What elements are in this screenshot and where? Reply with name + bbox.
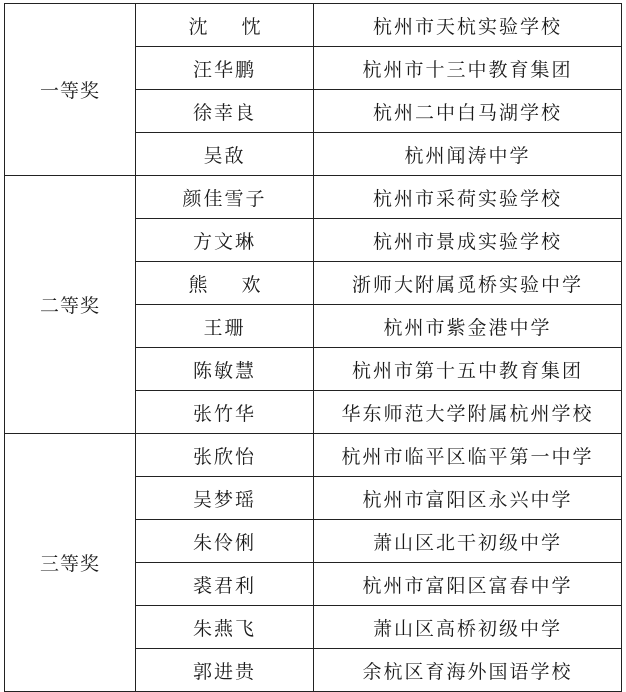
award-table — [4, 3, 622, 692]
table-row — [5, 176, 622, 219]
winner-school: 萧山区高桥初级中学 — [314, 606, 622, 649]
winner-school: 杭州市紫金港中学 — [314, 305, 622, 348]
winner-name: 朱燕飞 — [136, 606, 314, 649]
winner-school: 杭州市十三中教育集团 — [314, 47, 622, 90]
winner-school: 华东师范大学附属杭州学校 — [314, 391, 622, 434]
winner-school: 杭州市富阳区永兴中学 — [314, 477, 622, 520]
winner-school: 萧山区北干初级中学 — [314, 520, 622, 563]
winner-name: 裘君利 — [136, 563, 314, 606]
award-level-first: 一等奖 — [5, 4, 136, 176]
winner-name: 吴敌 — [136, 133, 314, 176]
winner-name: 方文琳 — [136, 219, 314, 262]
winner-school: 杭州市富阳区富春中学 — [314, 563, 622, 606]
table-row — [5, 4, 622, 47]
winner-name: 郭进贵 — [136, 649, 314, 692]
winner-school: 浙师大附属觅桥实验中学 — [314, 262, 622, 305]
winner-name: 张欣怡 — [136, 434, 314, 477]
award-level-third: 三等奖 — [5, 434, 136, 692]
award-level-second: 二等奖 — [5, 176, 136, 434]
winner-name: 熊 欢 — [136, 262, 314, 305]
winner-school: 杭州市天杭实验学校 — [314, 4, 622, 47]
winner-name: 颜佳雪子 — [136, 176, 314, 219]
winner-name: 徐幸良 — [136, 90, 314, 133]
winner-name: 陈敏慧 — [136, 348, 314, 391]
table-row — [5, 434, 622, 477]
winner-school: 杭州市第十五中教育集团 — [314, 348, 622, 391]
winner-school: 杭州闻涛中学 — [314, 133, 622, 176]
winner-name: 汪华鹏 — [136, 47, 314, 90]
winner-school: 杭州市临平区临平第一中学 — [314, 434, 622, 477]
winner-name: 张竹华 — [136, 391, 314, 434]
winner-name: 朱伶俐 — [136, 520, 314, 563]
winner-school: 余杭区育海外国语学校 — [314, 649, 622, 692]
winner-name: 沈 忱 — [136, 4, 314, 47]
winner-name: 吴梦瑶 — [136, 477, 314, 520]
winner-school: 杭州市景成实验学校 — [314, 219, 622, 262]
winner-name: 王珊 — [136, 305, 314, 348]
winner-school: 杭州市采荷实验学校 — [314, 176, 622, 219]
winner-school: 杭州二中白马湖学校 — [314, 90, 622, 133]
